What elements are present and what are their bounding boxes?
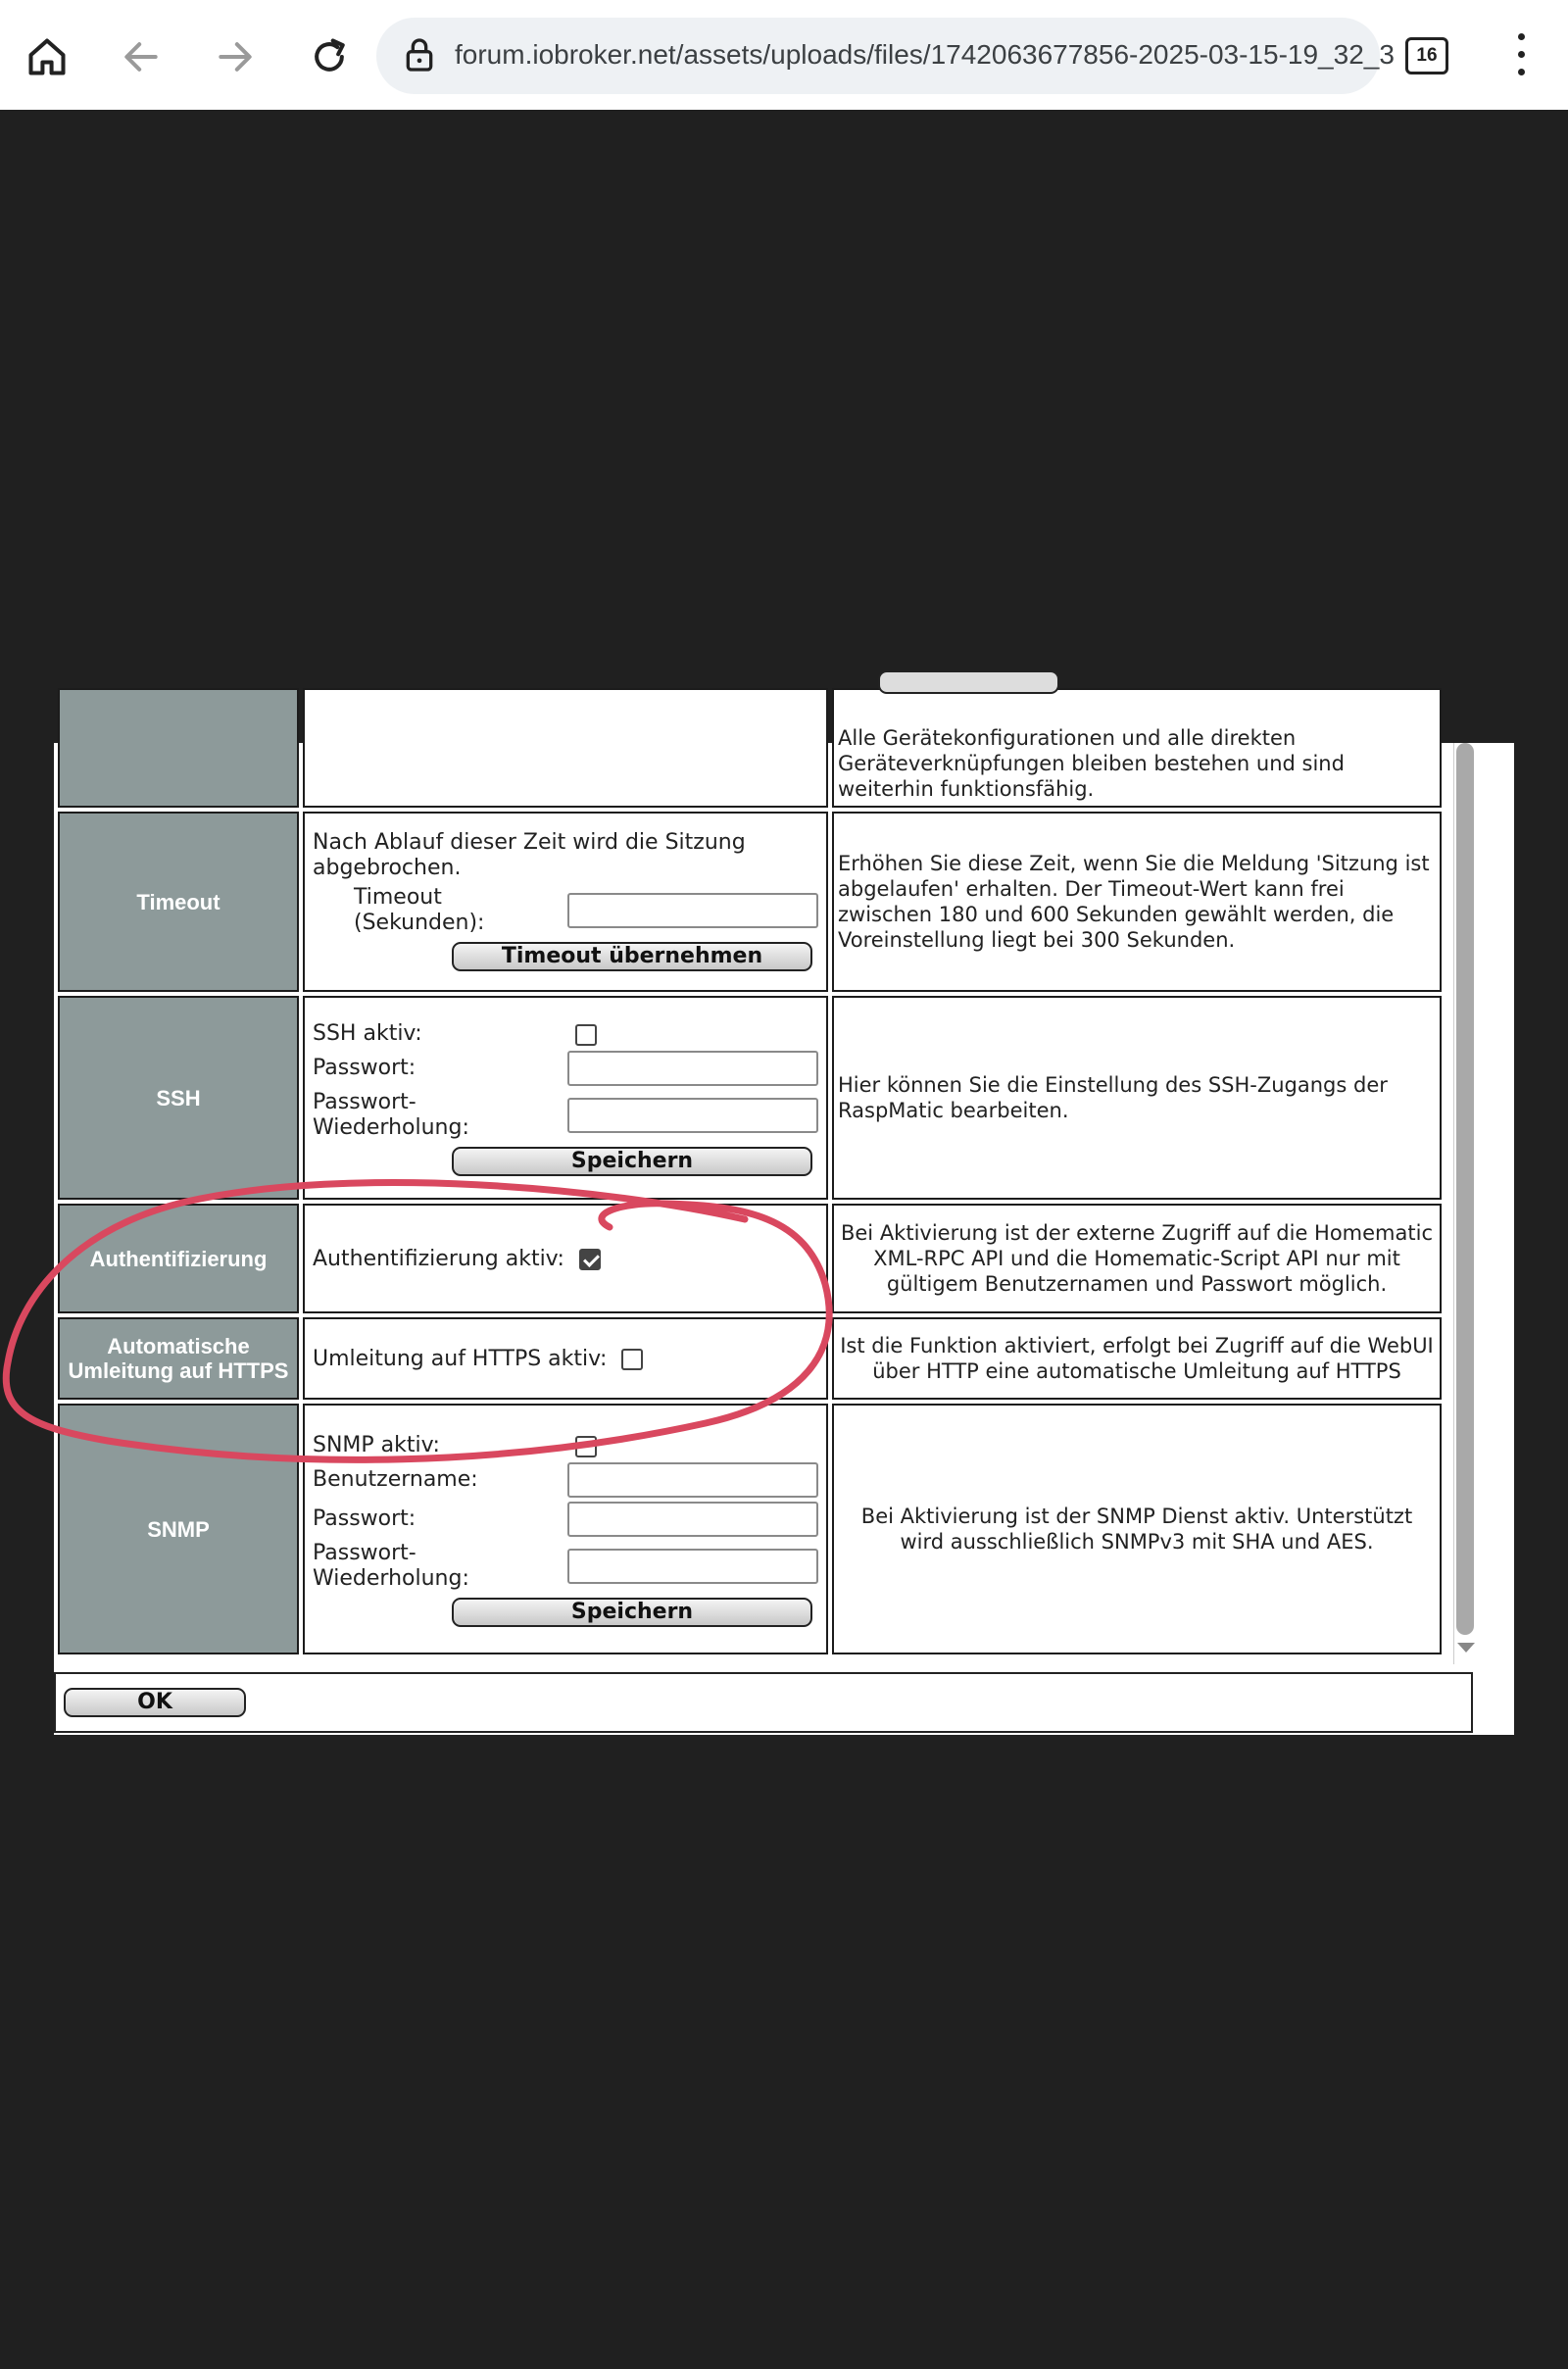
browser-toolbar — [0, 0, 1568, 110]
reload-icon[interactable] — [302, 29, 357, 84]
ssh-password-label: Passwort: — [313, 1056, 416, 1080]
snmp-active-checkbox[interactable] — [575, 1436, 597, 1457]
snmp-password-repeat-label: Passwort-Wiederholung: — [313, 1541, 469, 1591]
ssh-password-field[interactable] — [567, 1051, 818, 1086]
timeout-description: Erhöhen Sie diese Zeit, wenn Sie die Meldung 'Sitzung ist abgelaufen' erhalten. Der Timeout-Wert kann frei zwischen 180 und 600 Sekunden gewählt werden, die Voreinstellung liegt bei 300 Sekunden. — [832, 812, 1442, 992]
snmp-password-label: Passwort: — [313, 1506, 416, 1531]
timeout-field-label: Timeout (Sekunden): — [354, 885, 485, 935]
warning-text: Alle Gerätekonfigurationen und alle direkten Geräteverknüpfungen bleiben bestehen und sind weiterhin funktionsfähig. — [832, 688, 1442, 808]
table-row-https — [58, 1317, 1442, 1400]
cut-off-button[interactable] — [878, 670, 1059, 694]
timeout-label: Timeout — [58, 812, 299, 992]
label-cell-top — [58, 688, 299, 808]
tab-switcher-button[interactable] — [1405, 37, 1448, 74]
auth-cell — [303, 1204, 828, 1313]
ssh-cell — [303, 996, 828, 1200]
https-active-checkbox[interactable] — [621, 1349, 643, 1370]
https-cell — [303, 1317, 828, 1400]
ssh-label: SSH — [58, 996, 299, 1200]
scrollbar-thumb[interactable] — [1456, 743, 1474, 1635]
ok-button[interactable]: OK — [64, 1688, 246, 1717]
back-icon[interactable] — [114, 29, 169, 84]
table-row-top — [58, 688, 1442, 808]
more-menu-icon[interactable] — [1509, 31, 1533, 78]
auth-active-checkbox[interactable] — [579, 1249, 601, 1270]
lock-icon — [400, 35, 439, 78]
snmp-cell — [303, 1404, 828, 1654]
https-description: Ist die Funktion aktiviert, erfolgt bei Zugriff auf die WebUI über HTTP eine automatische Umleitung auf HTTPS — [832, 1317, 1442, 1400]
timeout-intro: Nach Ablauf dieser Zeit wird die Sitzung abgebrochen. — [313, 830, 746, 880]
ssh-description: Hier können Sie die Einstellung des SSH-Zugangs der RaspMatic bearbeiten. — [832, 996, 1442, 1200]
ssh-password-repeat-field[interactable] — [567, 1098, 818, 1133]
settings-screenshot — [54, 726, 1514, 1735]
table-row-snmp — [58, 1404, 1442, 1654]
mid-cell-top — [303, 688, 828, 808]
home-icon[interactable] — [20, 29, 74, 84]
snmp-save-button[interactable]: Speichern — [452, 1598, 812, 1627]
snmp-description: Bei Aktivierung ist der SNMP Dienst aktiv. Unterstützt wird ausschließlich SNMPv3 mit SHA und AES. — [832, 1404, 1442, 1654]
table-row-timeout — [58, 812, 1442, 992]
timeout-input[interactable] — [567, 893, 818, 928]
snmp-password-repeat-field[interactable] — [567, 1549, 818, 1584]
snmp-label: SNMP — [58, 1404, 299, 1654]
auth-description: Bei Aktivierung ist der externe Zugriff auf die Homematic XML-RPC API und die Homematic-Script API nur mit gültigem Benutzernamen und Passwort möglich. — [832, 1204, 1442, 1313]
ssh-active-checkbox[interactable] — [575, 1024, 597, 1046]
auth-active-label: Authentifizierung aktiv: — [313, 1246, 564, 1271]
ssh-password-repeat-label: Passwort-Wiederholung: — [313, 1090, 469, 1140]
snmp-user-field[interactable] — [567, 1462, 818, 1498]
forward-icon[interactable] — [208, 29, 263, 84]
url-text[interactable]: forum.iobroker.net/assets/uploads/files/1742063677856-2025-03-15-19_32_3 — [455, 39, 1395, 70]
address-bar[interactable] — [376, 18, 1395, 94]
https-label: Automatische Umleitung auf HTTPS — [58, 1317, 299, 1400]
timeout-apply-button[interactable]: Timeout übernehmen — [452, 942, 812, 971]
table-row-ssh — [58, 996, 1442, 1200]
settings-table — [54, 684, 1446, 1658]
scroll-down-arrow-icon[interactable] — [1457, 1643, 1475, 1653]
snmp-user-label: Benutzername: — [313, 1467, 478, 1492]
auth-label: Authentifizierung — [58, 1204, 299, 1313]
tab-count: 16 — [1416, 45, 1438, 66]
dialog-footer — [54, 1672, 1473, 1733]
snmp-active-label: SNMP aktiv: — [313, 1433, 440, 1457]
ssh-active-label: SSH aktiv: — [313, 1021, 422, 1046]
https-active-label: Umleitung auf HTTPS aktiv: — [313, 1346, 608, 1371]
snmp-password-field[interactable] — [567, 1502, 818, 1537]
ssh-save-button[interactable]: Speichern — [452, 1147, 812, 1176]
table-row-auth — [58, 1204, 1442, 1313]
timeout-cell — [303, 812, 828, 992]
